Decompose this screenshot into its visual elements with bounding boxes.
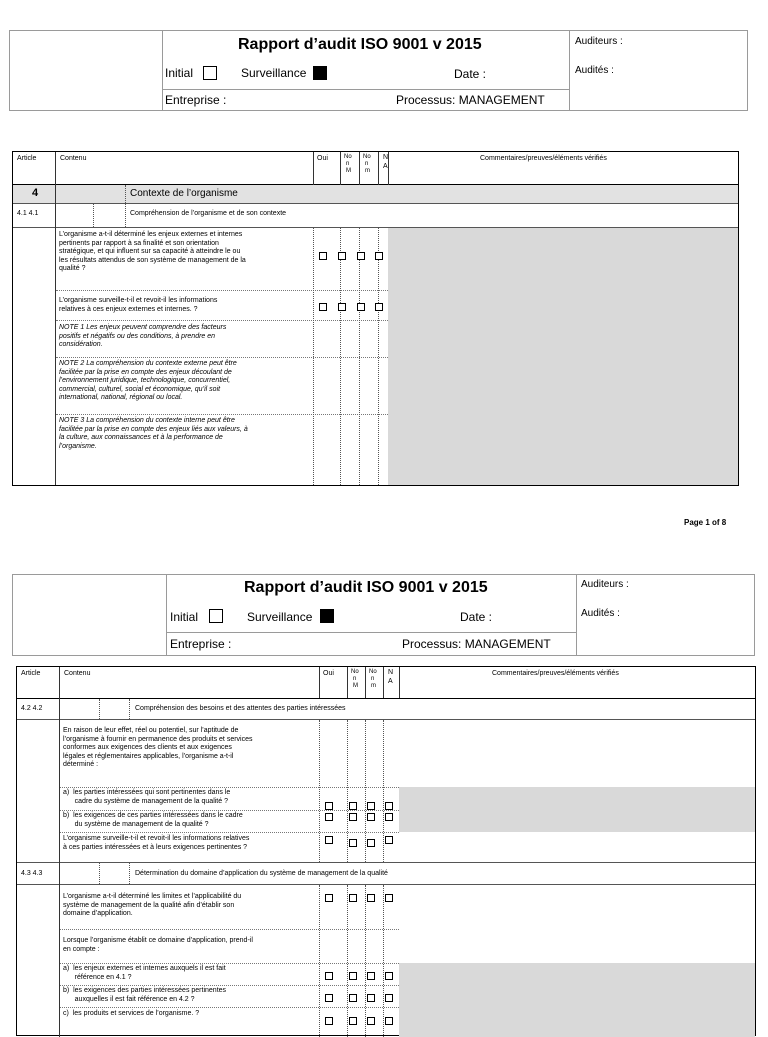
text-line: L’organisme surveille-t-il et revoit-il les informations relatives — [63, 835, 250, 842]
question-text — [59, 297, 217, 314]
subsection-title: Détermination du domaine d’application du système de management de la qualité — [135, 870, 388, 877]
checkbox-na[interactable] — [385, 972, 393, 980]
checkbox-na[interactable] — [385, 994, 393, 1002]
col-article: Article — [17, 155, 37, 162]
checkbox-oui[interactable] — [325, 994, 333, 1002]
checkbox-na[interactable] — [375, 303, 383, 311]
checkbox-non-majeur[interactable] — [349, 802, 357, 810]
col-non-mineur-3: m — [371, 683, 376, 689]
checkbox-non-mineur[interactable] — [367, 802, 375, 810]
report-title: Rapport d’audit ISO 9001 v 2015 — [238, 36, 482, 53]
entreprise-label: Entreprise : — [165, 93, 227, 107]
text-line: déterminé : — [63, 761, 99, 769]
checkbox-na[interactable] — [385, 894, 393, 902]
text-line: en compte : — [63, 945, 100, 953]
checkbox-na[interactable] — [385, 802, 393, 810]
checkbox-non-mineur[interactable] — [367, 894, 375, 902]
col-non-majeur-1: No — [344, 154, 352, 160]
col-oui: Oui — [317, 155, 328, 162]
checkbox-non-majeur[interactable] — [349, 839, 357, 847]
checkbox-oui[interactable] — [319, 252, 327, 260]
col-contenu: Contenu — [64, 670, 91, 677]
page1-header — [9, 30, 748, 111]
checkbox-na[interactable] — [385, 836, 393, 844]
text-line: auxquelles il est fait référence en 4.2 ? — [63, 995, 195, 1003]
text-line: l’organisme à fournir en permanence des produits et services — [63, 735, 253, 743]
text-line: NOTE 3 La compréhension du contexte interne peut être — [59, 417, 235, 424]
text-line: cadre du système de management de la qualité ? — [63, 797, 228, 805]
checkbox-non-mineur[interactable] — [357, 303, 365, 311]
text-line: a) les enjeux externes et internes auxquels il est fait — [63, 965, 226, 972]
text-line: domaine d’application. — [63, 910, 133, 918]
question-text — [63, 835, 249, 852]
text-line: L’organisme a-t-il déterminé les limites et l’applicabilité du — [63, 893, 242, 900]
text-line: légales et réglementaires applicables, l’organisme a-t-il — [63, 752, 234, 760]
text-line: les résultats attendus de son système de management de la — [59, 256, 246, 264]
processus-label: Processus: MANAGEMENT — [396, 93, 545, 107]
col-na-2: A — [383, 163, 388, 170]
text-line: qualité ? — [59, 265, 86, 273]
text-line: l’environnement juridique, technologique, concurrentiel, — [59, 377, 231, 385]
text-line: positifs et négatifs ou des conditions, à prendre en — [59, 332, 216, 340]
checkbox-non-mineur[interactable] — [367, 839, 375, 847]
checkbox-non-majeur[interactable] — [338, 303, 346, 311]
note-1 — [59, 324, 226, 350]
col-non-mineur-1: No — [363, 154, 371, 160]
surveillance-checkbox[interactable] — [320, 609, 334, 623]
processus-label: Processus: MANAGEMENT — [402, 637, 551, 651]
text-line: du système de management de la qualité ? — [63, 820, 209, 828]
audites-label: Audités : — [581, 608, 620, 619]
checkbox-non-mineur[interactable] — [367, 813, 375, 821]
text-line: L’organisme surveille-t-il et revoit-il les informations — [59, 297, 218, 304]
page1-audit-table — [12, 151, 739, 486]
col-oui: Oui — [323, 670, 334, 677]
question-text — [63, 987, 226, 1004]
col-non-majeur-1: No — [351, 669, 359, 675]
section-number: 4 — [32, 187, 39, 199]
checkbox-non-majeur[interactable] — [349, 894, 357, 902]
surveillance-checkbox[interactable] — [313, 66, 327, 80]
page-number: Page 1 of 8 — [684, 518, 727, 527]
section-title: Contexte de l’organisme — [130, 188, 238, 199]
question-text — [63, 965, 226, 982]
auditeurs-label: Auditeurs : — [575, 36, 623, 47]
text-line: Lorsque l’organisme établit ce domaine d’application, prend-il — [63, 937, 253, 944]
text-line: conformes aux exigences des clients et aux exigences — [63, 744, 232, 752]
question-text — [63, 893, 241, 919]
comment-area-shaded — [399, 963, 755, 1037]
text-line: référence en 4.1 ? — [63, 973, 132, 981]
col-non-mineur-2: n — [371, 676, 375, 682]
surveillance-label: Surveillance — [247, 610, 313, 624]
text-line: l’organisme. — [59, 442, 97, 450]
comment-area-shaded — [399, 787, 755, 832]
col-non-mineur-2: n — [365, 161, 369, 167]
text-line: b) les exigences de ces parties intéressées dans le cadre — [63, 812, 243, 819]
section-row-bg — [13, 185, 738, 203]
text-line: L’organisme a-t-il déterminé les enjeux externes et internes — [59, 231, 243, 238]
text-line: NOTE 1 Les enjeux peuvent comprendre des facteurs — [59, 324, 227, 331]
checkbox-oui[interactable] — [325, 894, 333, 902]
question-text — [63, 727, 253, 770]
question-text — [63, 812, 243, 829]
checkbox-na[interactable] — [375, 252, 383, 260]
subsection-ref: 4.1 4.1 — [17, 210, 39, 217]
text-line: la culture, aux connaissances et à la performance de — [59, 434, 223, 442]
question-text — [63, 1010, 199, 1019]
text-line: considération. — [59, 341, 103, 349]
report-title: Rapport d’audit ISO 9001 v 2015 — [244, 579, 488, 596]
text-line: stratégique, et qui influent sur sa capacité à atteindre le ou — [59, 248, 241, 256]
auditeurs-label: Auditeurs : — [581, 579, 629, 590]
checkbox-oui[interactable] — [325, 972, 333, 980]
col-article: Article — [21, 670, 41, 677]
text-line: b) les exigences des parties intéressées pertinentes — [63, 987, 227, 994]
question-text — [63, 789, 230, 806]
text-line: a) les parties intéressées qui sont pertinentes dans le — [63, 789, 231, 796]
question-text — [59, 231, 246, 274]
page2-header — [12, 574, 755, 656]
date-label: Date : — [454, 67, 487, 81]
checkbox-non-majeur[interactable] — [349, 813, 357, 821]
text-line: système de management de la qualité afin d’établir son — [63, 901, 235, 909]
page2-audit-table — [16, 666, 756, 1036]
initial-checkbox[interactable] — [209, 609, 223, 623]
subsection-title: Compréhension des besoins et des attentes des parties intéressées — [135, 705, 346, 712]
col-na-1: N — [383, 154, 389, 161]
col-contenu: Contenu — [60, 155, 87, 162]
checkbox-non-mineur[interactable] — [367, 972, 375, 980]
col-commentaires: Commentaires/preuves/éléments vérifiés — [480, 155, 607, 162]
note-3 — [59, 417, 248, 451]
text-line: c) les produits et services de l’organisme. ? — [63, 1010, 200, 1017]
col-commentaires: Commentaires/preuves/éléments vérifiés — [492, 670, 619, 677]
audites-label: Audités : — [575, 65, 614, 76]
checkbox-non-majeur[interactable] — [338, 252, 346, 260]
note-2 — [59, 360, 237, 403]
checkbox-non-majeur[interactable] — [349, 972, 357, 980]
subsection-title: Compréhension de l’organisme et de son contexte — [130, 210, 287, 217]
col-non-mineur-3: m — [365, 168, 370, 174]
subsection-ref: 4.2 4.2 — [21, 705, 43, 712]
initial-label: Initial — [170, 610, 199, 624]
text-line: relatives à ces enjeux externes et internes. ? — [59, 305, 198, 313]
text-line: facilitée par la prise en compte des enjeux découlant de — [59, 368, 232, 376]
col-non-mineur-1: No — [369, 669, 377, 675]
col-non-majeur-2: n — [346, 161, 350, 167]
checkbox-na[interactable] — [385, 813, 393, 821]
text-line: commercial, culturel, social et économique, qu’il soit — [59, 385, 221, 393]
date-label: Date : — [460, 610, 493, 624]
entreprise-label: Entreprise : — [170, 637, 232, 651]
checkbox-oui[interactable] — [325, 836, 333, 844]
checkbox-oui[interactable] — [319, 303, 327, 311]
initial-checkbox[interactable] — [203, 66, 217, 80]
subsection-ref: 4.3 4.3 — [21, 870, 43, 877]
checkbox-oui[interactable] — [325, 802, 333, 810]
text-line: En raison de leur effet, réel ou potentiel, sur l’aptitude de — [63, 727, 239, 734]
text-line: à ces parties intéressées et à leurs exigences pertinentes ? — [63, 843, 248, 851]
comment-area-shaded — [388, 228, 738, 485]
text-line: NOTE 2 La compréhension du contexte externe peut être — [59, 360, 237, 367]
text-line: pertinents par rapport à sa finalité et son orientation — [59, 239, 219, 247]
col-non-majeur-3: M — [346, 168, 351, 174]
text-line: facilitée par la prise en compte des enjeux liés aux valeurs, à — [59, 425, 248, 433]
checkbox-oui[interactable] — [325, 813, 333, 821]
initial-label: Initial — [165, 66, 194, 80]
text-line: international, national, régional ou local. — [59, 394, 183, 402]
col-na-1: N — [388, 669, 394, 676]
col-na-2: A — [388, 678, 393, 685]
checkbox-non-mineur[interactable] — [357, 252, 365, 260]
checkbox-non-majeur[interactable] — [349, 994, 357, 1002]
col-non-majeur-2: n — [353, 676, 357, 682]
checkbox-non-mineur[interactable] — [367, 994, 375, 1002]
col-non-majeur-3: M — [353, 683, 358, 689]
question-text — [63, 937, 253, 954]
surveillance-label: Surveillance — [241, 66, 307, 80]
